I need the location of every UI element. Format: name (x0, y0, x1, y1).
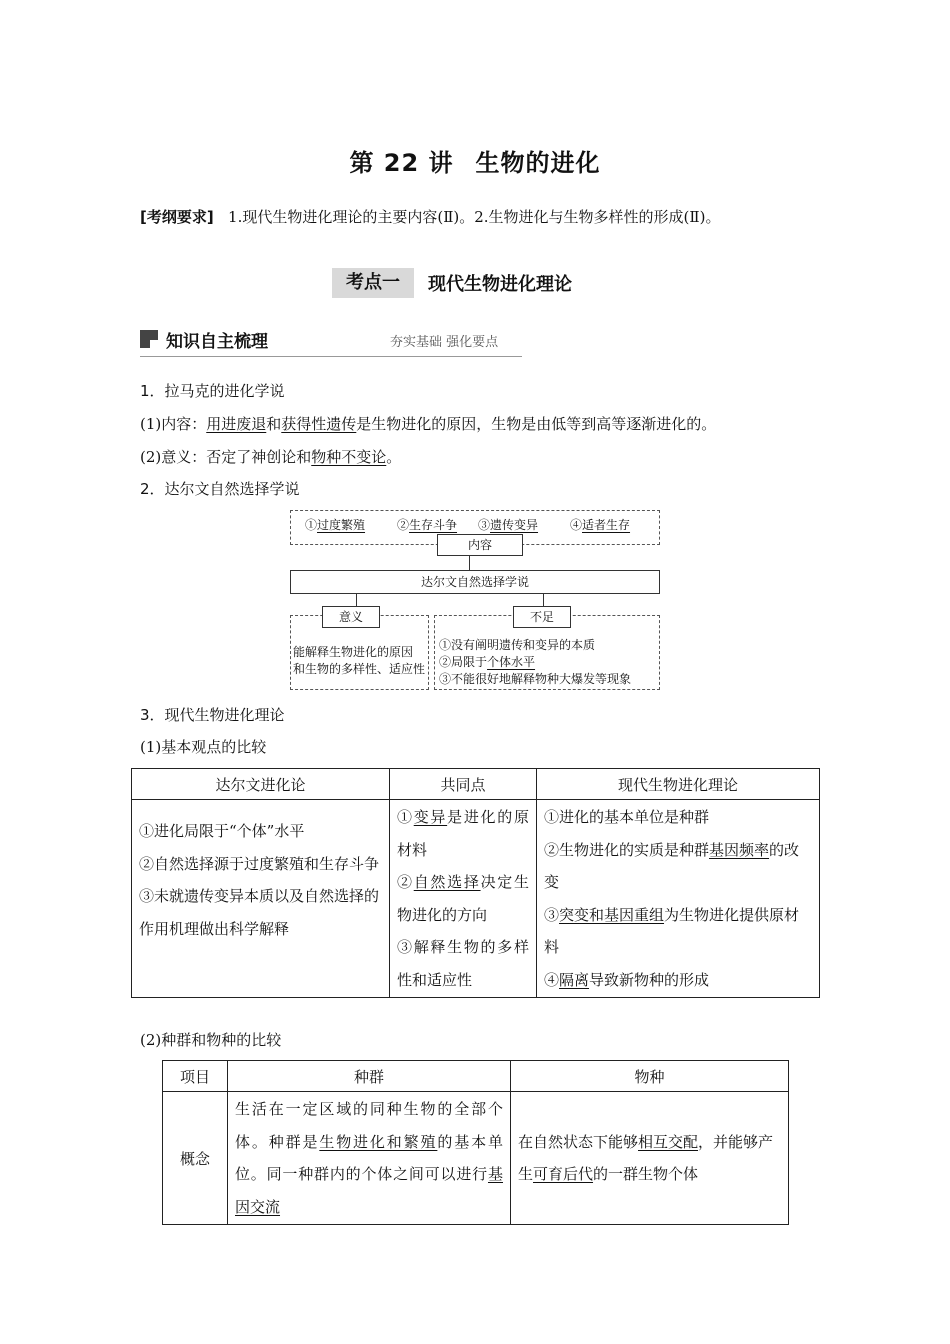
knowledge-bar-subtitle: 夯实基础 强化要点 (390, 335, 499, 350)
section-title: 现代生物进化理论 (428, 274, 572, 295)
modern-point: ②生物进化的实质是种群基因频率的改变 (544, 840, 800, 891)
page-title: 第 22 讲 生物的进化 (349, 149, 601, 177)
shortfall-line: ③不能很好地解释物种大爆发等现象 (439, 672, 632, 686)
table-header: 现代生物进化理论 (537, 769, 820, 800)
shortfall-line: ②局限于个体水平 (439, 655, 536, 669)
table-header-row (163, 1061, 789, 1092)
population-cell: 生活在一定区域的同种生物的全部个体。种群是生物进化和繁殖的基本单位。同一种群内的个体之间可以进行基因交流 (228, 1092, 511, 1225)
content-item: ④适者生存 (570, 518, 631, 532)
table-header: 种群 (228, 1061, 511, 1092)
table-header-row (132, 769, 820, 800)
meaning-label: 意义 (322, 606, 380, 628)
common-point: ②自然选择决定生物进化的方向 (397, 873, 529, 924)
knowledge-bar-title: 知识自主梳理 (166, 332, 268, 352)
darwin-point: ③未就遗传变异本质以及自然选择的作用机理做出科学解释 (139, 887, 380, 938)
shortfall-line: ①没有阐明遗传和变异的本质 (439, 638, 596, 652)
common-point: ①变异是进化的原材料 (397, 808, 529, 859)
population-species-table (162, 1060, 789, 1225)
content-item: ③遗传变异 (478, 518, 539, 532)
meaning-line: 能解释生物进化的原因 (293, 645, 414, 659)
row-label: 概念 (163, 1092, 228, 1225)
item1-content: (1)内容：用进废退和获得性遗传是生物进化的原因，生物是由低等到高等逐渐进化的。 (140, 415, 717, 433)
modern-cell (537, 800, 820, 998)
darwin-cell (132, 800, 390, 998)
table-header: 物种 (511, 1061, 789, 1092)
content-item: ②生存斗争 (397, 518, 458, 532)
item3-sub1: (1)基本观点的比较 (140, 738, 267, 756)
requirement-label: [考纲要求] (140, 208, 214, 226)
requirement-text: 1.现代生物进化理论的主要内容(Ⅱ)。2.生物进化与生物多样性的形成(Ⅱ)。 (228, 208, 721, 226)
exam-requirement (140, 206, 720, 227)
common-point: ③解释生物的多样性和适应性 (397, 938, 529, 989)
darwin-diagram (290, 510, 660, 690)
item2-heading: 2．达尔文自然选择学说 (140, 480, 300, 498)
table-header: 共同点 (390, 769, 537, 800)
square-icon (140, 330, 158, 348)
item3-heading: 3．现代生物进化理论 (140, 706, 285, 724)
darwin-point: ①进化局限于“个体”水平 (139, 822, 305, 840)
content-label: 内容 (437, 534, 523, 556)
content-item: ①过度繁殖 (305, 518, 366, 532)
knowledge-bar (140, 326, 522, 357)
section-badge: 考点一 (332, 268, 414, 298)
darwin-point: ②自然选择源于过度繁殖和生存斗争 (139, 854, 380, 873)
table-header: 达尔文进化论 (132, 769, 390, 800)
item1-meaning: (2)意义：否定了神创论和物种不变论。 (140, 448, 402, 466)
common-cell (390, 800, 537, 998)
species-cell: 在自然状态下能够相互交配，并能够产生可育后代的一群生物个体 (511, 1092, 789, 1225)
table-row (163, 1092, 789, 1225)
diagram-center: 达尔文自然选择学说 (290, 570, 660, 594)
modern-point: ④隔离导致新物种的形成 (544, 970, 710, 989)
modern-point: ③突变和基因重组为生物进化提供原材料 (544, 905, 800, 956)
comparison-table (131, 768, 820, 998)
item1-heading: 1．拉马克的进化学说 (140, 382, 285, 400)
modern-point: ①进化的基本单位是种群 (544, 808, 710, 826)
table-header: 项目 (163, 1061, 228, 1092)
section-header (332, 268, 572, 298)
item3-sub2: (2)种群和物种的比较 (140, 1031, 282, 1049)
shortfall-label: 不足 (513, 606, 571, 628)
meaning-line: 和生物的多样性、适应性 (293, 662, 426, 676)
table-row (132, 800, 820, 998)
